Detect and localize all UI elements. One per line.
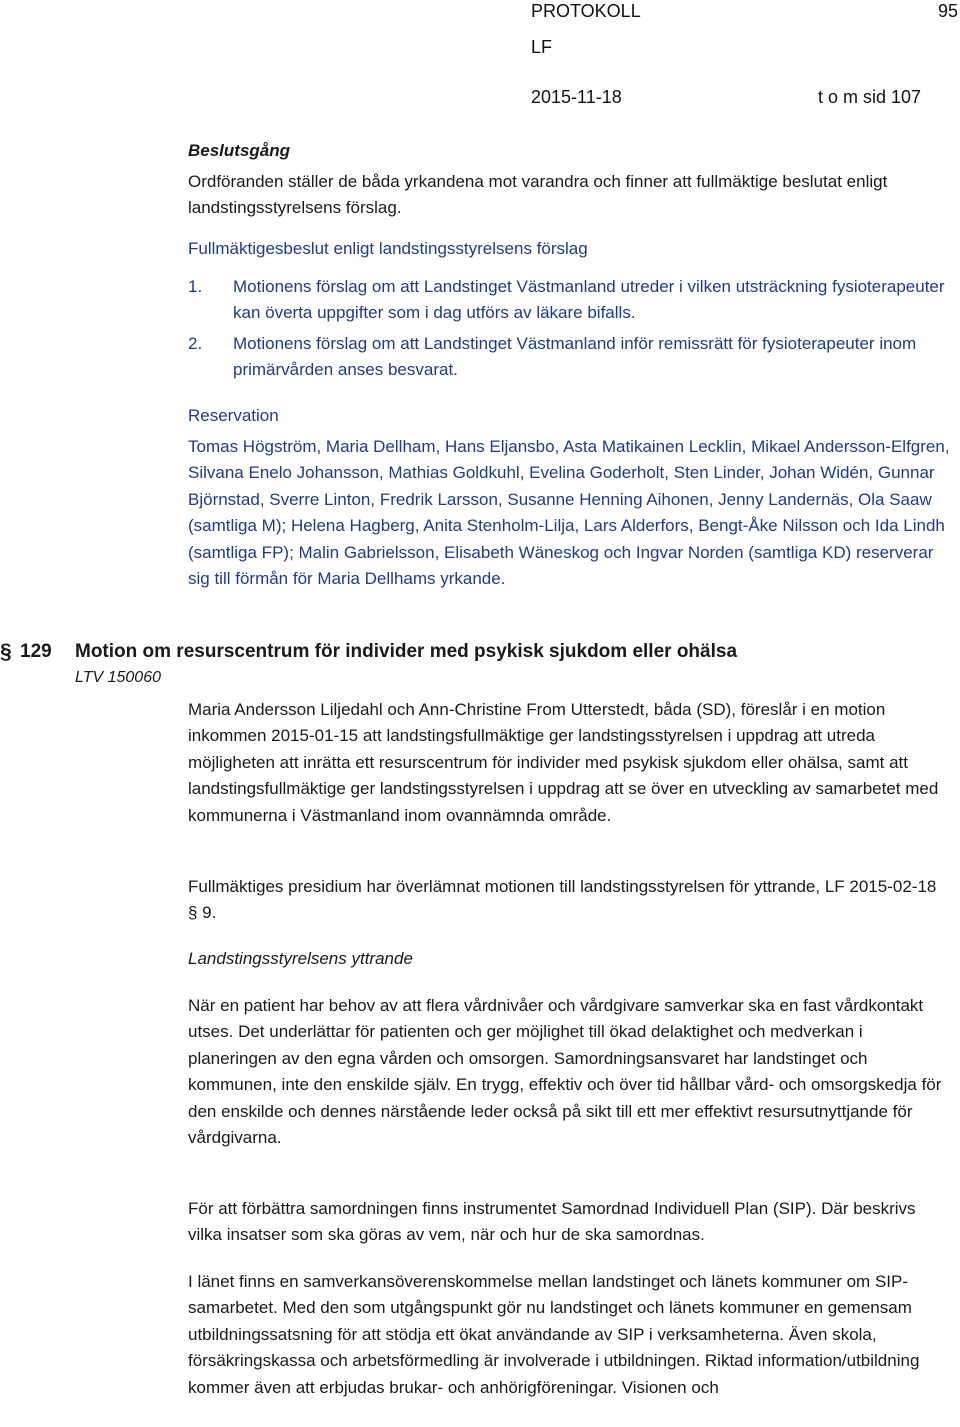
section-title: Motion om resurscentrum för individer med psykisk sjukdom eller ohälsa: [75, 641, 738, 662]
decision-heading: Fullmäktigesbeslut enligt landstingsstyrelsens förslag: [188, 239, 588, 258]
motion-paragraph: Maria Andersson Liljedahl och Ann-Christine From Utterstedt, båda (SD), föreslår i en motion inkommen 2015-01-15 att landstingsfullmäktige ger landstingsstyrelsen i uppdrag att utreda möjligheten att inrätta ett resurscentrum för individer med psykisk sjukdom eller ohälsa, samt att landstingsfullmäktige ger landstingsstyrelsen i uppdrag att se över en utveckling av samarbetet med kommunerna i Västmanland inom ovannämnda område.: [188, 700, 939, 825]
section-symbol: §: [0, 640, 12, 663]
section-header: [0, 638, 960, 668]
org-abbrev: LF: [531, 37, 553, 57]
decision-item: [188, 274, 958, 327]
reservation-heading: Reservation: [188, 406, 279, 425]
ls-heading: Landstingsstyrelsens yttrande: [188, 949, 413, 968]
page-number: 95: [938, 1, 959, 21]
case-reference: LTV 150060: [75, 669, 161, 686]
samverkan-paragraph: I länet finns en samverkansöverenskommelse mellan landstinget och länets kommuner om SIP-samarbetet. Med den som utgångspunkt gör nu landstinget och länets kommuner en gemensam utbildningssatsning för att stödja ett ökat användande av SIP i verksamheterna. Även skola, försäkringskassa och arbetsförmedling är involverade i utbildningen. Riktad information/utbildning kommer även att erbjudas brukar- och anhörigföreningar. Visionen och: [188, 1272, 920, 1397]
page-range: t o m sid 107: [818, 87, 922, 107]
beslutsgang-text: Ordföranden ställer de båda yrkandena mot varandra och finner att fullmäktige beslutat enligt landstingsstyrelsens förslag.: [188, 172, 888, 218]
section-number: 129: [20, 641, 52, 662]
decision-item-number: 2.: [188, 334, 203, 353]
reservation-text: Tomas Högström, Maria Dellham, Hans Eljansbo, Asta Matikainen Lecklin, Mikael Andersson-Elfgren, Silvana Enelo Johansson, Mathias Goldkuhl, Evelina Goderholt, Sten Linder, Johan Widén, Gunnar Björnstad, Sverre Linton, Fredrik Larsson, Susanne Henning Aihonen, Jenny Landernäs, Ola Saaw (samtliga M); Helena Hagberg, Anita Stenholm-Lilja, Lars Alderfors, Bengt-Åke Nilsson och Ida Lindh (samtliga FP); Malin Gabrielsson, Elisabeth Wäneskog och Ingvar Norden (samtliga KD) reserverar sig till förmån för Maria Dellhams yrkande.: [188, 437, 950, 589]
decision-item-text: Motionens förslag om att Landstinget Västmanland utreder i vilken utsträckning fysioterapeuter kan överta uppgifter som i dag utförs av läkare bifalls.: [233, 277, 945, 323]
doc-type: PROTOKOLL: [531, 1, 641, 21]
decision-item-text: Motionens förslag om att Landstinget Västmanland inför remissrätt för fysioterapeuter inom primärvården anses besvarat.: [233, 334, 917, 380]
presidium-paragraph: Fullmäktiges presidium har överlämnat motionen till landstingsstyrelsen för yttrande, LF 2015-02-18 § 9.: [188, 877, 937, 923]
decision-item-number: 1.: [188, 277, 203, 296]
decision-item: [188, 331, 958, 384]
beslutsgang-heading: Beslutsgång: [188, 141, 291, 160]
protocol-date: 2015-11-18: [531, 87, 622, 107]
ls-paragraph: När en patient har behov av att flera vårdnivåer och vårdgivare samverkar ska en fast vårdkontakt utses. Det underlättar för patienten och ger möjlighet till ökad delaktighet och medverkan i planeringen av den egna vården och omsorgen. Samordningsansvaret har landstinget och kommunen, inte den enskilde själv. En trygg, effektiv och över tid hållbar vård- och omsorgskedja för den enskilde och dennes närstående leder också på sikt till ett mer effektivt resursutnyttjande för vårdgivarna.: [188, 996, 942, 1148]
sip-paragraph: För att förbättra samordningen finns instrumentet Samordnad Individuell Plan (SIP). Där beskrivs vilka insatser som ska göras av vem, när och hur de ska samordnas.: [188, 1199, 916, 1245]
